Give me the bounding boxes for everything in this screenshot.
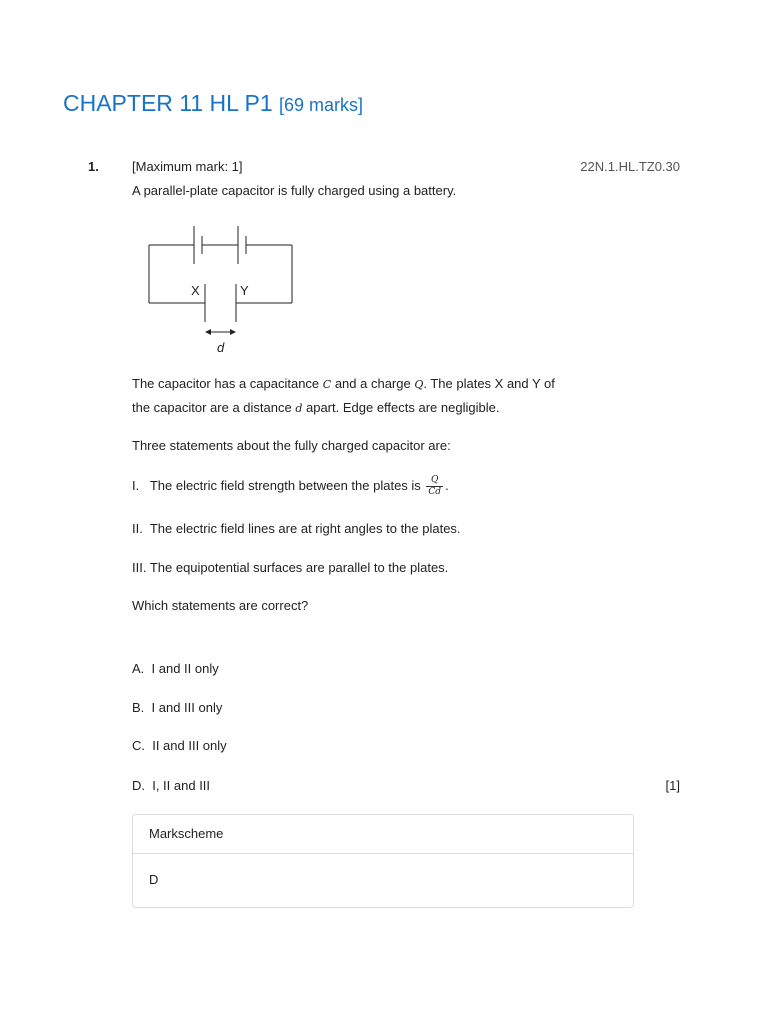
distance-arrowhead-left bbox=[205, 329, 211, 335]
text-span: I. The electric field strength between the plates is bbox=[132, 477, 425, 493]
capacitor-description-line2 bbox=[132, 400, 499, 415]
fraction-q-over-cd bbox=[426, 475, 443, 498]
question-intro: A parallel-plate capacitor is fully charged using a battery. bbox=[132, 183, 457, 198]
option-c: C. II and III only bbox=[132, 738, 227, 753]
variable-d: d bbox=[295, 402, 303, 415]
question-mark: [1] bbox=[665, 778, 680, 793]
chapter-marks: [69 marks] bbox=[279, 95, 364, 115]
statements-intro: Three statements about the fully charged capacitor are: bbox=[132, 438, 451, 453]
text-span: . The plates X and Y of bbox=[423, 376, 555, 391]
question-number: 1. bbox=[88, 159, 99, 174]
markscheme-header[interactable]: Markscheme bbox=[133, 815, 633, 854]
markscheme-box bbox=[132, 814, 634, 908]
plate-y-label: Y bbox=[240, 283, 249, 298]
option-b: B. I and III only bbox=[132, 700, 223, 715]
fraction-denominator: Cd bbox=[428, 487, 442, 497]
variable-c: C bbox=[322, 378, 332, 391]
text-span: . bbox=[445, 477, 449, 493]
variable-q: Q bbox=[414, 378, 424, 391]
page-title bbox=[63, 90, 363, 117]
plate-x-label: X bbox=[191, 283, 200, 298]
option-a: A. I and II only bbox=[132, 661, 219, 676]
text-span: apart. Edge effects are negligible. bbox=[302, 400, 500, 415]
distance-label: d bbox=[217, 340, 225, 355]
distance-arrowhead-right bbox=[230, 329, 236, 335]
statement-2: II. The electric field lines are at right angles to the plates. bbox=[132, 521, 461, 536]
text-span: the capacitor are a distance bbox=[132, 400, 296, 415]
text-span: The capacitor has a capacitance bbox=[132, 376, 323, 391]
capacitor-circuit-diagram bbox=[140, 222, 300, 357]
statement-3: III. The equipotential surfaces are parallel to the plates. bbox=[132, 560, 449, 575]
capacitor-description-line1 bbox=[132, 376, 555, 391]
question-code: 22N.1.HL.TZ0.30 bbox=[580, 159, 680, 174]
chapter-title: CHAPTER 11 HL P1 bbox=[63, 90, 273, 116]
question-max-mark: [Maximum mark: 1] bbox=[132, 159, 243, 174]
statement-1 bbox=[132, 475, 449, 498]
text-span: and a charge bbox=[331, 376, 415, 391]
fraction-numerator: Q bbox=[426, 475, 443, 487]
option-d: D. I, II and III bbox=[132, 778, 211, 793]
question-prompt: Which statements are correct? bbox=[132, 598, 309, 613]
markscheme-answer: D bbox=[149, 872, 159, 887]
